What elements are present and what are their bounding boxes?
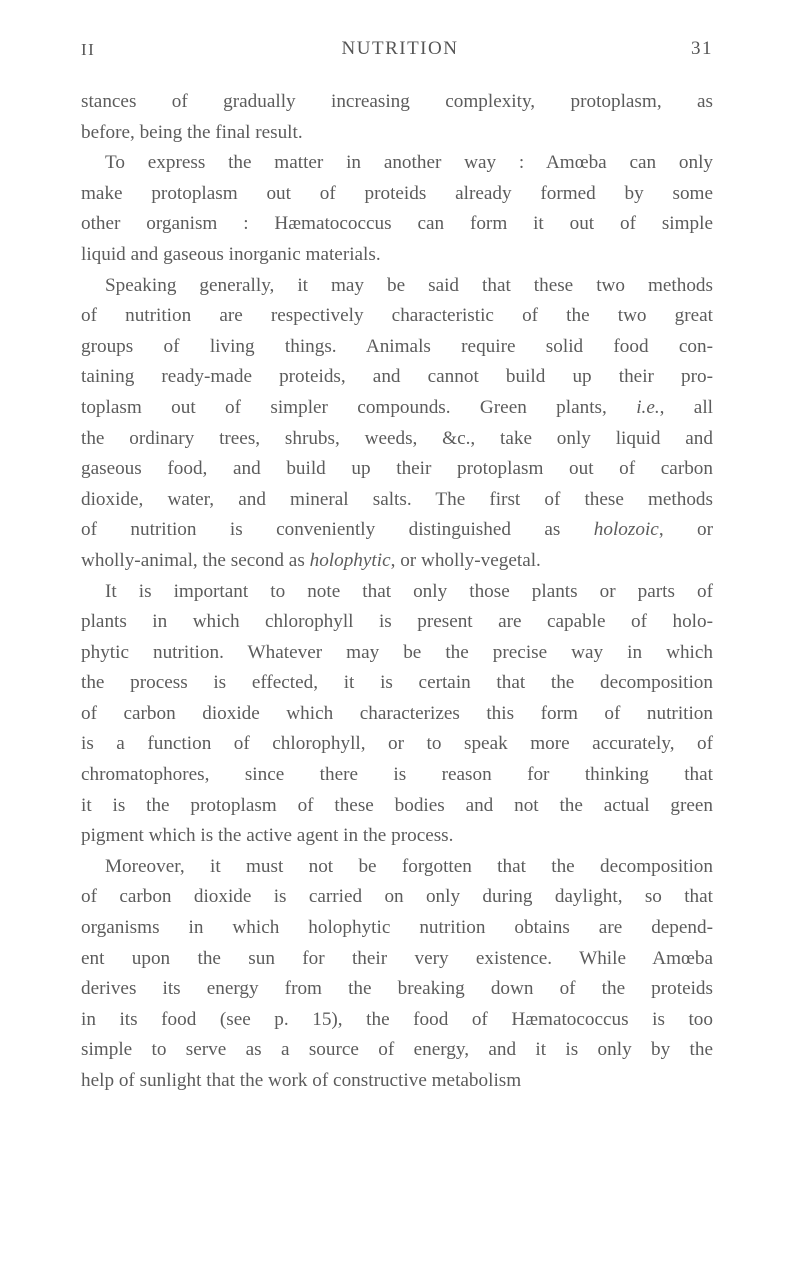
italic-term: holophytic (309, 549, 391, 571)
text-segment: , or wholly-vegetal. (390, 549, 541, 571)
text-line (81, 638, 713, 669)
text-line (81, 699, 713, 730)
text-segment: ent upon the sun for their very existence. While Amœba (81, 947, 713, 969)
italic-term: holozoic (593, 519, 659, 541)
text-line (81, 974, 713, 1005)
text-line (81, 944, 713, 975)
text-line (81, 821, 713, 852)
text-segment: is a function of chlorophyll, or to speak more accurately, of (81, 733, 713, 755)
text-line (81, 577, 713, 608)
running-title: NUTRITION (341, 38, 459, 59)
text-segment: Speaking generally, it may be said that these two methods (105, 274, 713, 296)
text-segment: toplasm out of simpler compounds. Green plants, (81, 396, 637, 418)
text-line (81, 1066, 713, 1097)
body-text (81, 87, 713, 1097)
text-segment: groups of living things. Animals require solid food con- (81, 335, 713, 357)
text-segment: stances of gradually increasing complexity, protoplasm, as (81, 91, 713, 112)
text-line (81, 271, 713, 302)
page-number: 31 (691, 38, 713, 59)
text-segment: chromatophores, since there is reason for thinking that (81, 764, 713, 786)
text-segment: of nutrition is conveniently distinguished as (81, 519, 594, 541)
text-segment: It is important to note that only those plants or parts of (105, 580, 713, 602)
text-line (81, 209, 713, 240)
text-line (81, 729, 713, 760)
text-line (81, 240, 713, 271)
text-segment: before, being the final result. (81, 121, 303, 143)
text-line (81, 852, 713, 883)
text-segment: liquid and gaseous inorganic materials. (81, 243, 381, 265)
text-segment: simple to serve as a source of energy, and it is only by the (81, 1039, 713, 1061)
text-line (81, 913, 713, 944)
text-line (81, 515, 713, 546)
text-line (81, 454, 713, 485)
text-segment: make protoplasm out of proteids already formed by some (81, 182, 713, 204)
text-segment: in its food (see p. 15), the food of Hæmatococcus is too (81, 1008, 713, 1030)
text-line (81, 424, 713, 455)
text-segment: other organism : Hæmatococcus can form it out of simple (81, 213, 713, 235)
text-line (81, 393, 713, 424)
text-segment: of carbon dioxide which characterizes this form of nutrition (81, 702, 713, 724)
text-line (81, 607, 713, 638)
chapter-number: II (81, 40, 96, 59)
text-line (81, 301, 713, 332)
text-segment: , all (659, 396, 713, 418)
text-line (81, 485, 713, 516)
text-line (81, 362, 713, 393)
text-line (81, 118, 713, 149)
text-line (81, 882, 713, 913)
running-header (0, 38, 800, 64)
text-segment: of carbon dioxide is carried on only during daylight, so that (81, 886, 713, 908)
text-line (81, 791, 713, 822)
text-segment: Moreover, it must not be forgotten that the decomposition (105, 855, 713, 877)
text-segment: gaseous food, and build up their protoplasm out of carbon (81, 458, 713, 480)
text-line (81, 179, 713, 210)
text-segment: wholly-animal, the second as (81, 549, 310, 571)
text-segment: the process is effected, it is certain that the decomposition (81, 672, 713, 694)
text-line (81, 1035, 713, 1066)
text-segment: plants in which chlorophyll is present are capable of holo- (81, 611, 713, 633)
text-segment: taining ready-made proteids, and cannot build up their pro- (81, 366, 713, 388)
text-segment: it is the protoplasm of these bodies and not the actual green (81, 794, 713, 816)
text-line (81, 668, 713, 699)
text-segment: , or (658, 519, 714, 541)
text-segment: derives its energy from the breaking down of the proteids (81, 978, 713, 1000)
text-line (81, 760, 713, 791)
text-segment: phytic nutrition. Whatever may be the precise way in which (81, 641, 713, 663)
text-line (81, 546, 713, 577)
text-segment: pigment which is the active agent in the process. (81, 825, 454, 847)
italic-term: i.e. (636, 396, 660, 418)
text-line (81, 148, 713, 179)
text-segment: organisms in which holophytic nutrition obtains are depend- (81, 917, 713, 939)
text-segment: help of sunlight that the work of constructive metabolism (81, 1070, 522, 1091)
text-line (81, 87, 713, 118)
text-line (81, 1005, 713, 1036)
text-line (81, 332, 713, 363)
text-segment: dioxide, water, and mineral salts. The first of these methods (81, 488, 713, 510)
text-segment: the ordinary trees, shrubs, weeds, &c., take only liquid and (81, 427, 713, 449)
text-segment: of nutrition are respectively characteristic of the two great (81, 305, 713, 327)
text-segment: To express the matter in another way : Amœba can only (105, 152, 713, 174)
